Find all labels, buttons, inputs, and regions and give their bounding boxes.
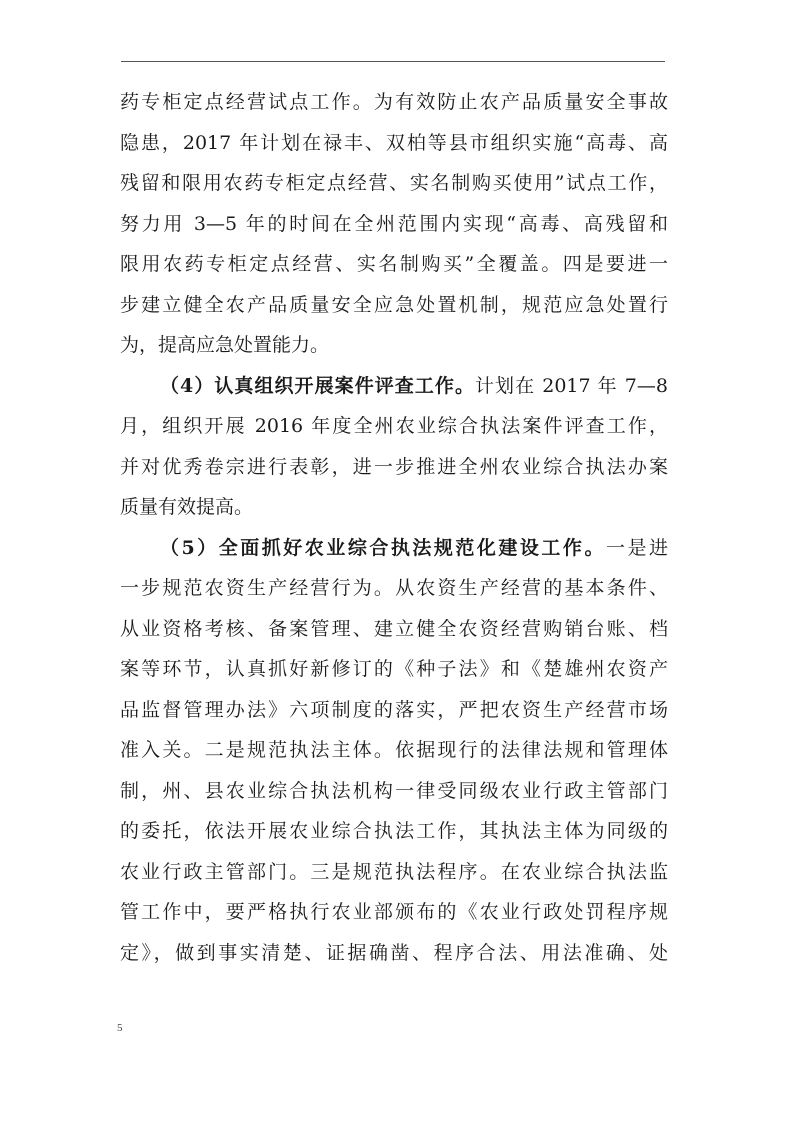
page-number: 5 [117,1022,123,1034]
paragraph-line: 农业行政主管部门。三是规范执法程序。在农业综合执法监 [120,860,668,883]
paragraph-line: 为，提高应急处置能力。 [120,334,330,356]
section-5-text: 一是进 [605,536,668,559]
paragraph-line: 制，州、县农业综合执法机构一律受同级农业行政主管部门 [120,779,668,802]
section-4-text: 计划在 2017 年 7—8 [475,374,668,397]
paragraph-line: 定》，做到事实清楚、证据确凿、程序合法、用法准确、处 [120,941,668,964]
paragraph-line: 残留和限用农药专柜定点经营、实名制购买使用”试点工作， [120,172,668,194]
document-body [120,82,668,973]
paragraph-line: 管工作中，要严格执行农业部颁布的《农业行政处罚程序规 [120,901,668,923]
paragraph-line: 月，组织开展 2016 年度全州农业综合执法案件评查工作， [120,415,668,437]
paragraph-line: 药专柜定点经营试点工作。为有效防止农产品质量安全事故 [120,91,668,113]
paragraph-line: 努力用 3—5 年的时间在全州范围内实现“高毒、高残留和 [120,212,668,235]
paragraph-line: 品监督管理办法》六项制度的落实，严把农资生产经营市场 [120,698,668,721]
paragraph-line: 从业资格考核、备案管理、建立健全农资经营购销台账、档 [120,617,668,640]
paragraph-line: 隐患，2017 年计划在禄丰、双柏等县市组织实施“高毒、高 [120,131,668,154]
section-4-first-line [120,366,668,407]
section-5-first-line [120,528,668,569]
paragraph-line: 准入关。二是规范执法主体。依据现行的法律法规和管理体 [120,739,668,761]
section-4-heading: （4）认真组织开展案件评查工作。 [160,374,475,397]
paragraph-line: 案等环节，认真抓好新修订的《种子法》和《楚雄州农资产 [120,658,668,680]
paragraph-line: 的委托，依法开展农业综合执法工作，其执法主体为同级的 [120,820,668,842]
header-rule [121,61,665,62]
paragraph-line: 限用农药专柜定点经营、实名制购买”全覆盖。四是要进一 [120,253,668,275]
paragraph-line: 质量有效提高。 [120,496,254,518]
paragraph-line: 一步规范农资生产经营行为。从农资生产经营的基本条件、 [120,577,668,599]
paragraph-line: 步建立健全农产品质量安全应急处置机制，规范应急处置行 [120,293,668,316]
paragraph-line: 并对优秀卷宗进行表彰，进一步推进全州农业综合执法办案 [120,455,668,478]
section-5-heading: （5）全面抓好农业综合执法规范化建设工作。 [160,536,606,559]
